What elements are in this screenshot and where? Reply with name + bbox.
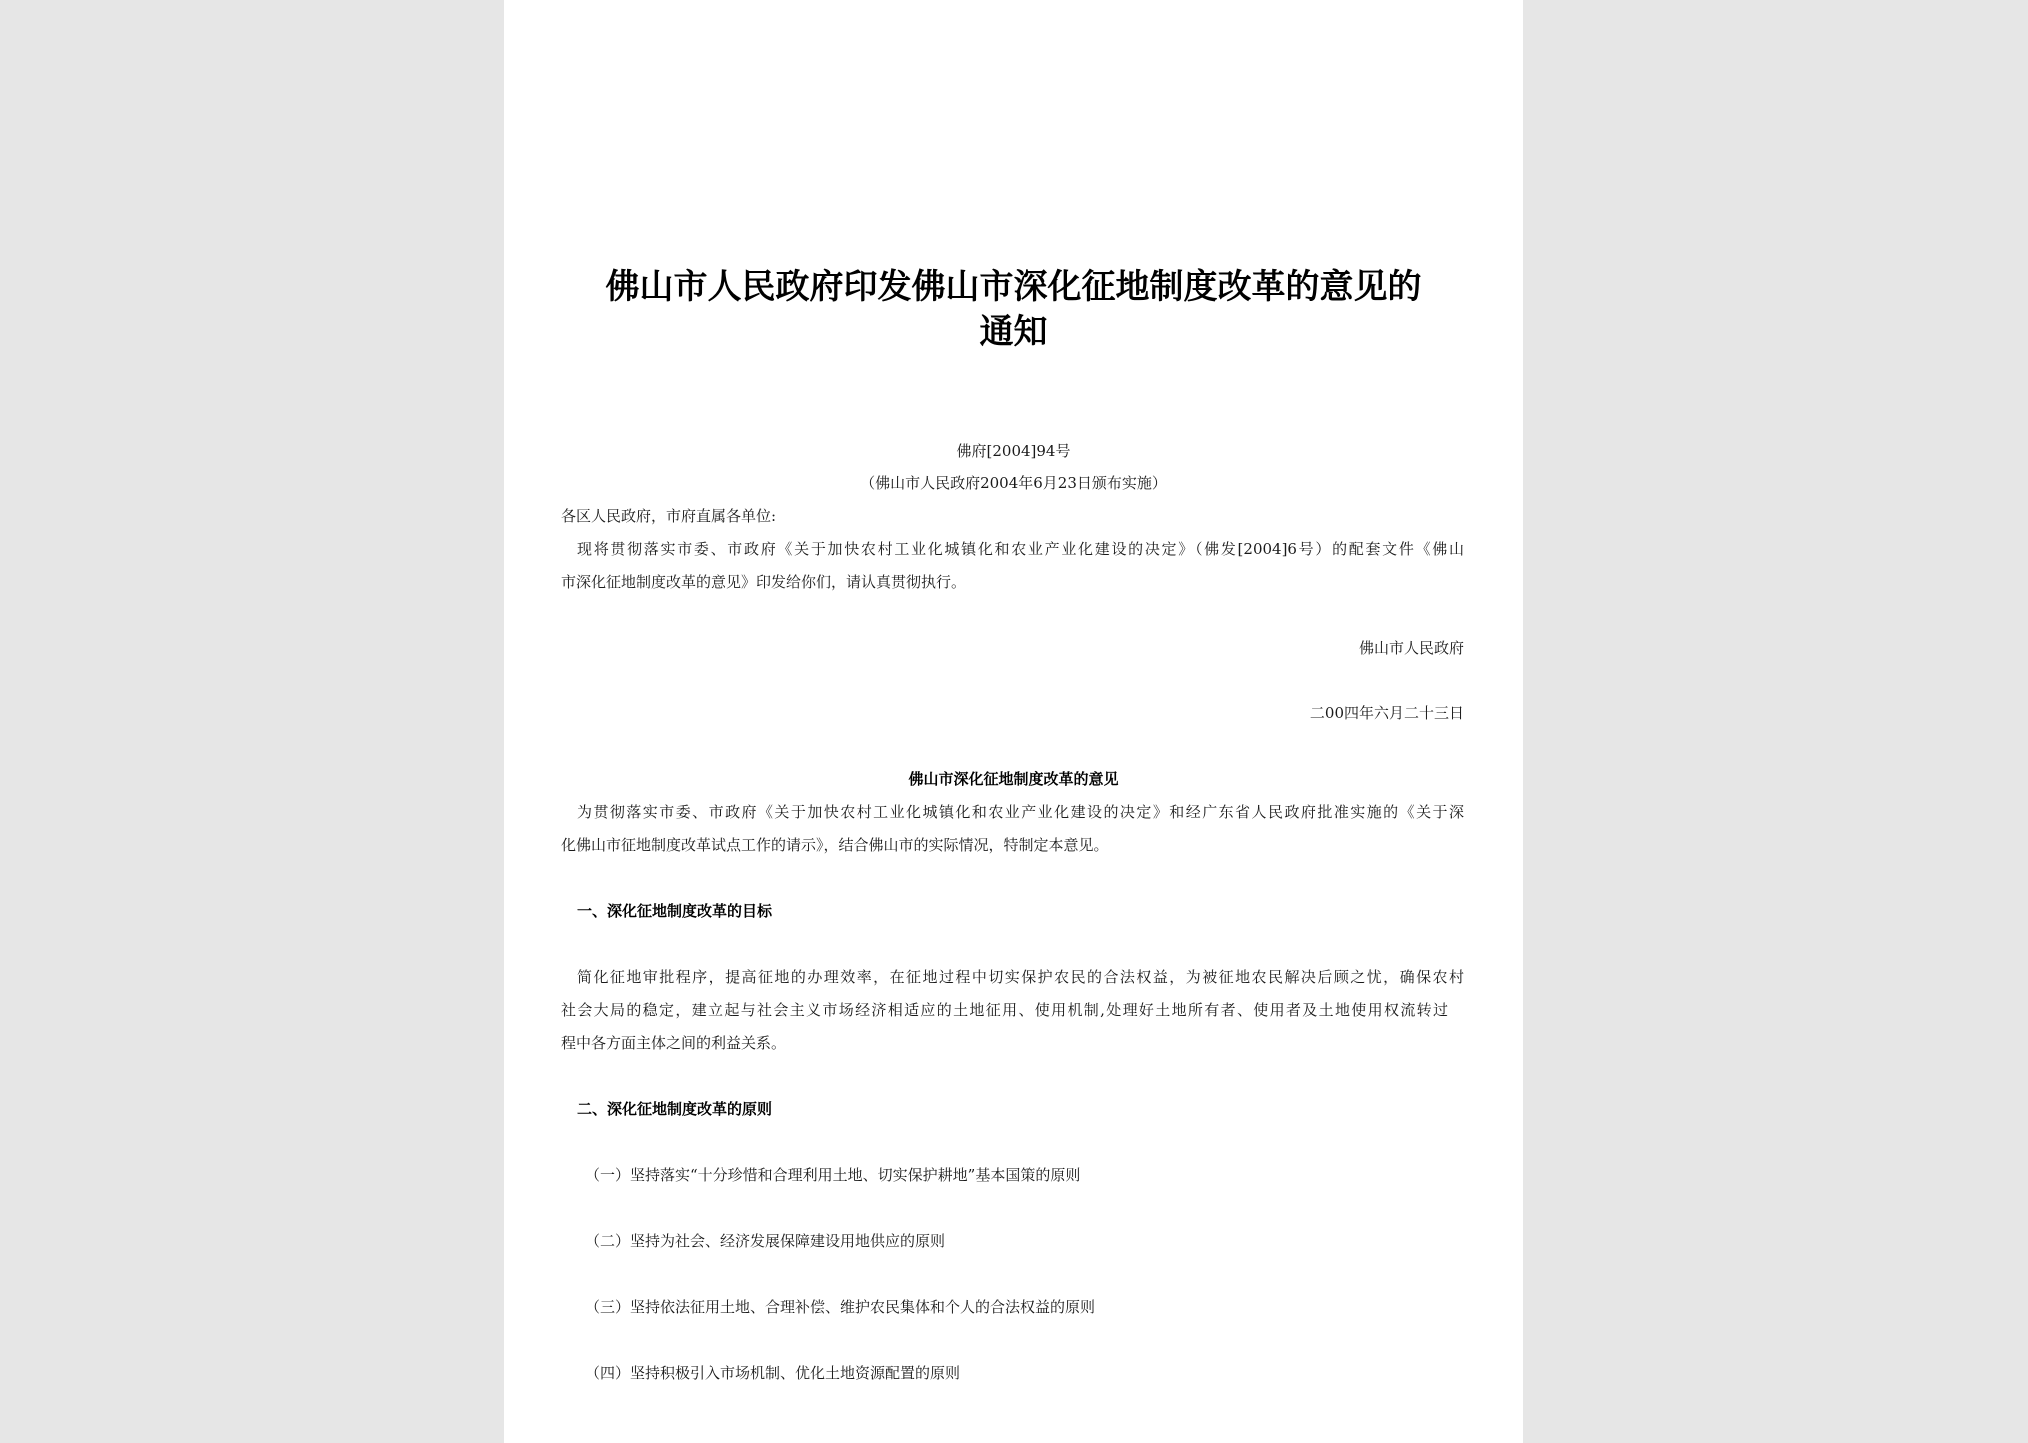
heading-goals: 一、深化征地制度改革的目标 [577, 902, 773, 920]
body-paragraph-line1: 现将贯彻落实市委、市政府《关于加快农村工业化城镇化和农业产业化建设的决定》（佛发[2004]6号）的配套文件《佛山 [577, 540, 1464, 558]
heading-principles: 二、深化征地制度改革的原则 [577, 1100, 773, 1118]
body-paragraph-line2: 市深化征地制度改革的意见》印发给你们，请认真贯彻执行。 [561, 573, 967, 591]
issuer-signature: 佛山市人民政府 [1358, 639, 1464, 657]
document-page [504, 0, 1523, 1443]
intro-line1: 为贯彻落实市委、市政府《关于加快农村工业化城镇化和农业产业化建设的决定》和经广东省人民政府批准实施的《关于深 [577, 803, 1464, 821]
principle-item-4: （四）坚持积极引入市场机制、优化土地资源配置的原则 [585, 1364, 961, 1382]
intro-line2: 化佛山市征地制度改革试点工作的请示》，结合佛山市的实际情况，特制定本意见。 [561, 836, 1109, 854]
issue-note: （佛山市人民政府2004年6月23日颁布实施） [860, 474, 1167, 492]
document-title-line1: 佛山市人民政府印发佛山市深化征地制度改革的意见的 [605, 267, 1422, 307]
principle-item-1: （一）坚持落实“十分珍惜和合理利用土地、切实保护耕地”基本国策的原则 [585, 1166, 1081, 1184]
principle-item-2: （二）坚持为社会、经济发展保障建设用地供应的原则 [585, 1232, 946, 1250]
document-title-line2: 通知 [979, 312, 1048, 352]
addressee: 各区人民政府，市府直属各单位: [561, 507, 777, 525]
section-title: 佛山市深化征地制度改革的意见 [908, 770, 1119, 788]
principle-item-3: （三）坚持依法征用土地、合理补偿、维护农民集体和个人的合法权益的原则 [585, 1298, 1096, 1316]
goal-line2: 社会大局的稳定，建立起与社会主义市场经济相适应的土地征用、使用机制,处理好土地所有者、使用者及土地使用权流转过 [561, 1001, 1448, 1019]
document-number: 佛府[2004]94号 [956, 442, 1071, 460]
goal-line3: 程中各方面主体之间的利益关系。 [561, 1034, 787, 1052]
goal-line1: 简化征地审批程序，提高征地的办理效率，在征地过程中切实保护农民的合法权益，为被征地农民解决后顾之忧，确保农村 [577, 968, 1464, 986]
issue-date: 二00四年六月二十三日 [1309, 704, 1464, 722]
